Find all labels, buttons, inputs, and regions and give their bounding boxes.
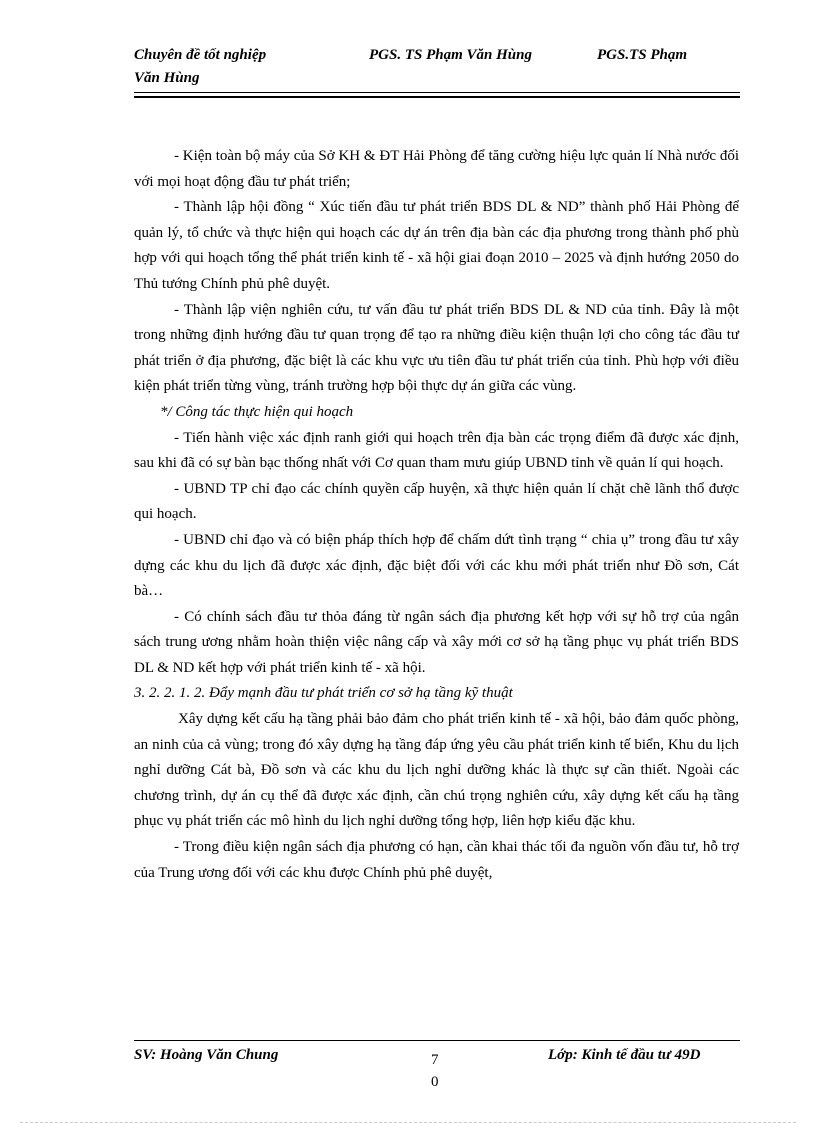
footer-rule: [134, 1040, 740, 1041]
paragraph: - Kiện toàn bộ máy của Sở KH & ĐT Hải Phòng để tăng cường hiệu lực quản lí Nhà nước đối với mọi hoạt động đầu tư phát triển;: [134, 148, 739, 190]
paragraph: - Có chính sách đầu tư thỏa đáng từ ngân sách địa phương kết hợp với sự hỗ trợ của ngân sách trung ương nhằm hoàn thiện việc nâng cấp và xây mới cơ sở hạ tầng phục vụ phát triển BDS DL & ND kết hợp với phát triển kinh tế - xã hội.: [134, 608, 739, 676]
paragraph: - Tiến hành việc xác định ranh giới qui hoạch trên địa bàn các trọng điểm đã được xác định, sau khi đã có sự bàn bạc thống nhất với Cơ quan tham mưu giúp UBND tỉnh về quản lí qui hoạch.: [134, 429, 739, 472]
header-supervisor: PGS. TS Phạm Văn Hùng: [369, 47, 532, 63]
header-title-continued: Văn Hùng: [134, 70, 200, 86]
paragraph: - UBND TP chỉ đạo các chính quyền cấp huyện, xã thực hiện quản lí chặt chẽ lãnh thổ được qui hoạch.: [134, 480, 739, 523]
page-number: 7: [431, 1052, 439, 1068]
paragraph: - Trong điều kiện ngân sách địa phương có hạn, cần khai thác tối đa nguồn vốn đầu tư, hỗ trợ của Trung ương đối với các khu được Chính phủ phê duyệt,: [134, 839, 739, 881]
paragraph: - UBND chỉ đạo và có biện pháp thích hợp để chấm dứt tình trạng “ chia ụ” trong đầu tư xây dựng các khu du lịch đã được xác định, đặc biệt đối với các khu mới phát triển như Đồ sơn, Cát bà…: [134, 531, 739, 600]
subheading: */ Công tác thực hiện qui hoạch: [160, 403, 354, 420]
footer-student: SV: Hoàng Văn Chung: [134, 1047, 279, 1063]
header-rule: [134, 92, 740, 93]
header-supervisor-repeat: PGS.TS Phạm: [597, 47, 688, 63]
document-body: [134, 144, 739, 886]
paragraph: Xây dựng kết cấu hạ tầng phải bảo đảm cho phát triển kinh tế - xã hội, bảo đảm quốc phòng, an ninh của cả vùng; trong đó xây dựng hạ tầng đáp ứng yêu cầu phát triển kinh tế biển, Khu du lịch nghỉ dưỡng Cát bà, Đồ sơn và các khu du lịch nghỉ dưỡng khác là thực sự cần thiết. Ngoài các chương trình, dự án cụ thể đã được xác định, cần chú trọng nghiên cứu, xây dựng kết cấu hạ tầng phục vụ phát triển các mô hình du lịch nghỉ dưỡng tổng hợp, liên hợp kiểu đặc khu.: [134, 711, 739, 830]
footer-class: Lớp: Kinh tế đầu tư 49D: [548, 1047, 701, 1063]
header-title: Chuyên đề tốt nghiệp: [134, 47, 267, 63]
paragraph: - Thành lập viện nghiên cứu, tư vấn đầu tư phát triển BDS DL & ND của tỉnh. Đây là một trong những định hướng đầu tư quan trọng để tạo ra những điều kiện thuận lợi cho công tác đầu tư phát triển ở địa phương, đặc biệt là các khu vực ưu tiên đầu tư phát triển của tỉnh. Phù hợp với điều kiện phát triển từng vùng, tránh trường hợp bội thực dự án giữa các vùng.: [134, 301, 739, 395]
page-number-continued: 0: [431, 1074, 439, 1090]
section-heading: 3. 2. 2. 1. 2. Đẩy mạnh đầu tư phát triển cơ sở hạ tầng kỹ thuật: [134, 685, 513, 702]
header-rule-thick: [134, 96, 740, 98]
paragraph: - Thành lập hội đồng “ Xúc tiến đầu tư phát triển BDS DL & ND” thành phố Hải Phòng để quản lý, tổ chức và thực hiện qui hoạch các dự án trên địa bàn các địa phương trong thành phố phù hợp với qui hoạch tổng thể phát triển kinh tế - xã hội giai đoạn 2010 – 2025 và định hướng 2050 do Thủ tướng Chính phủ phê duyệt.: [134, 199, 739, 292]
